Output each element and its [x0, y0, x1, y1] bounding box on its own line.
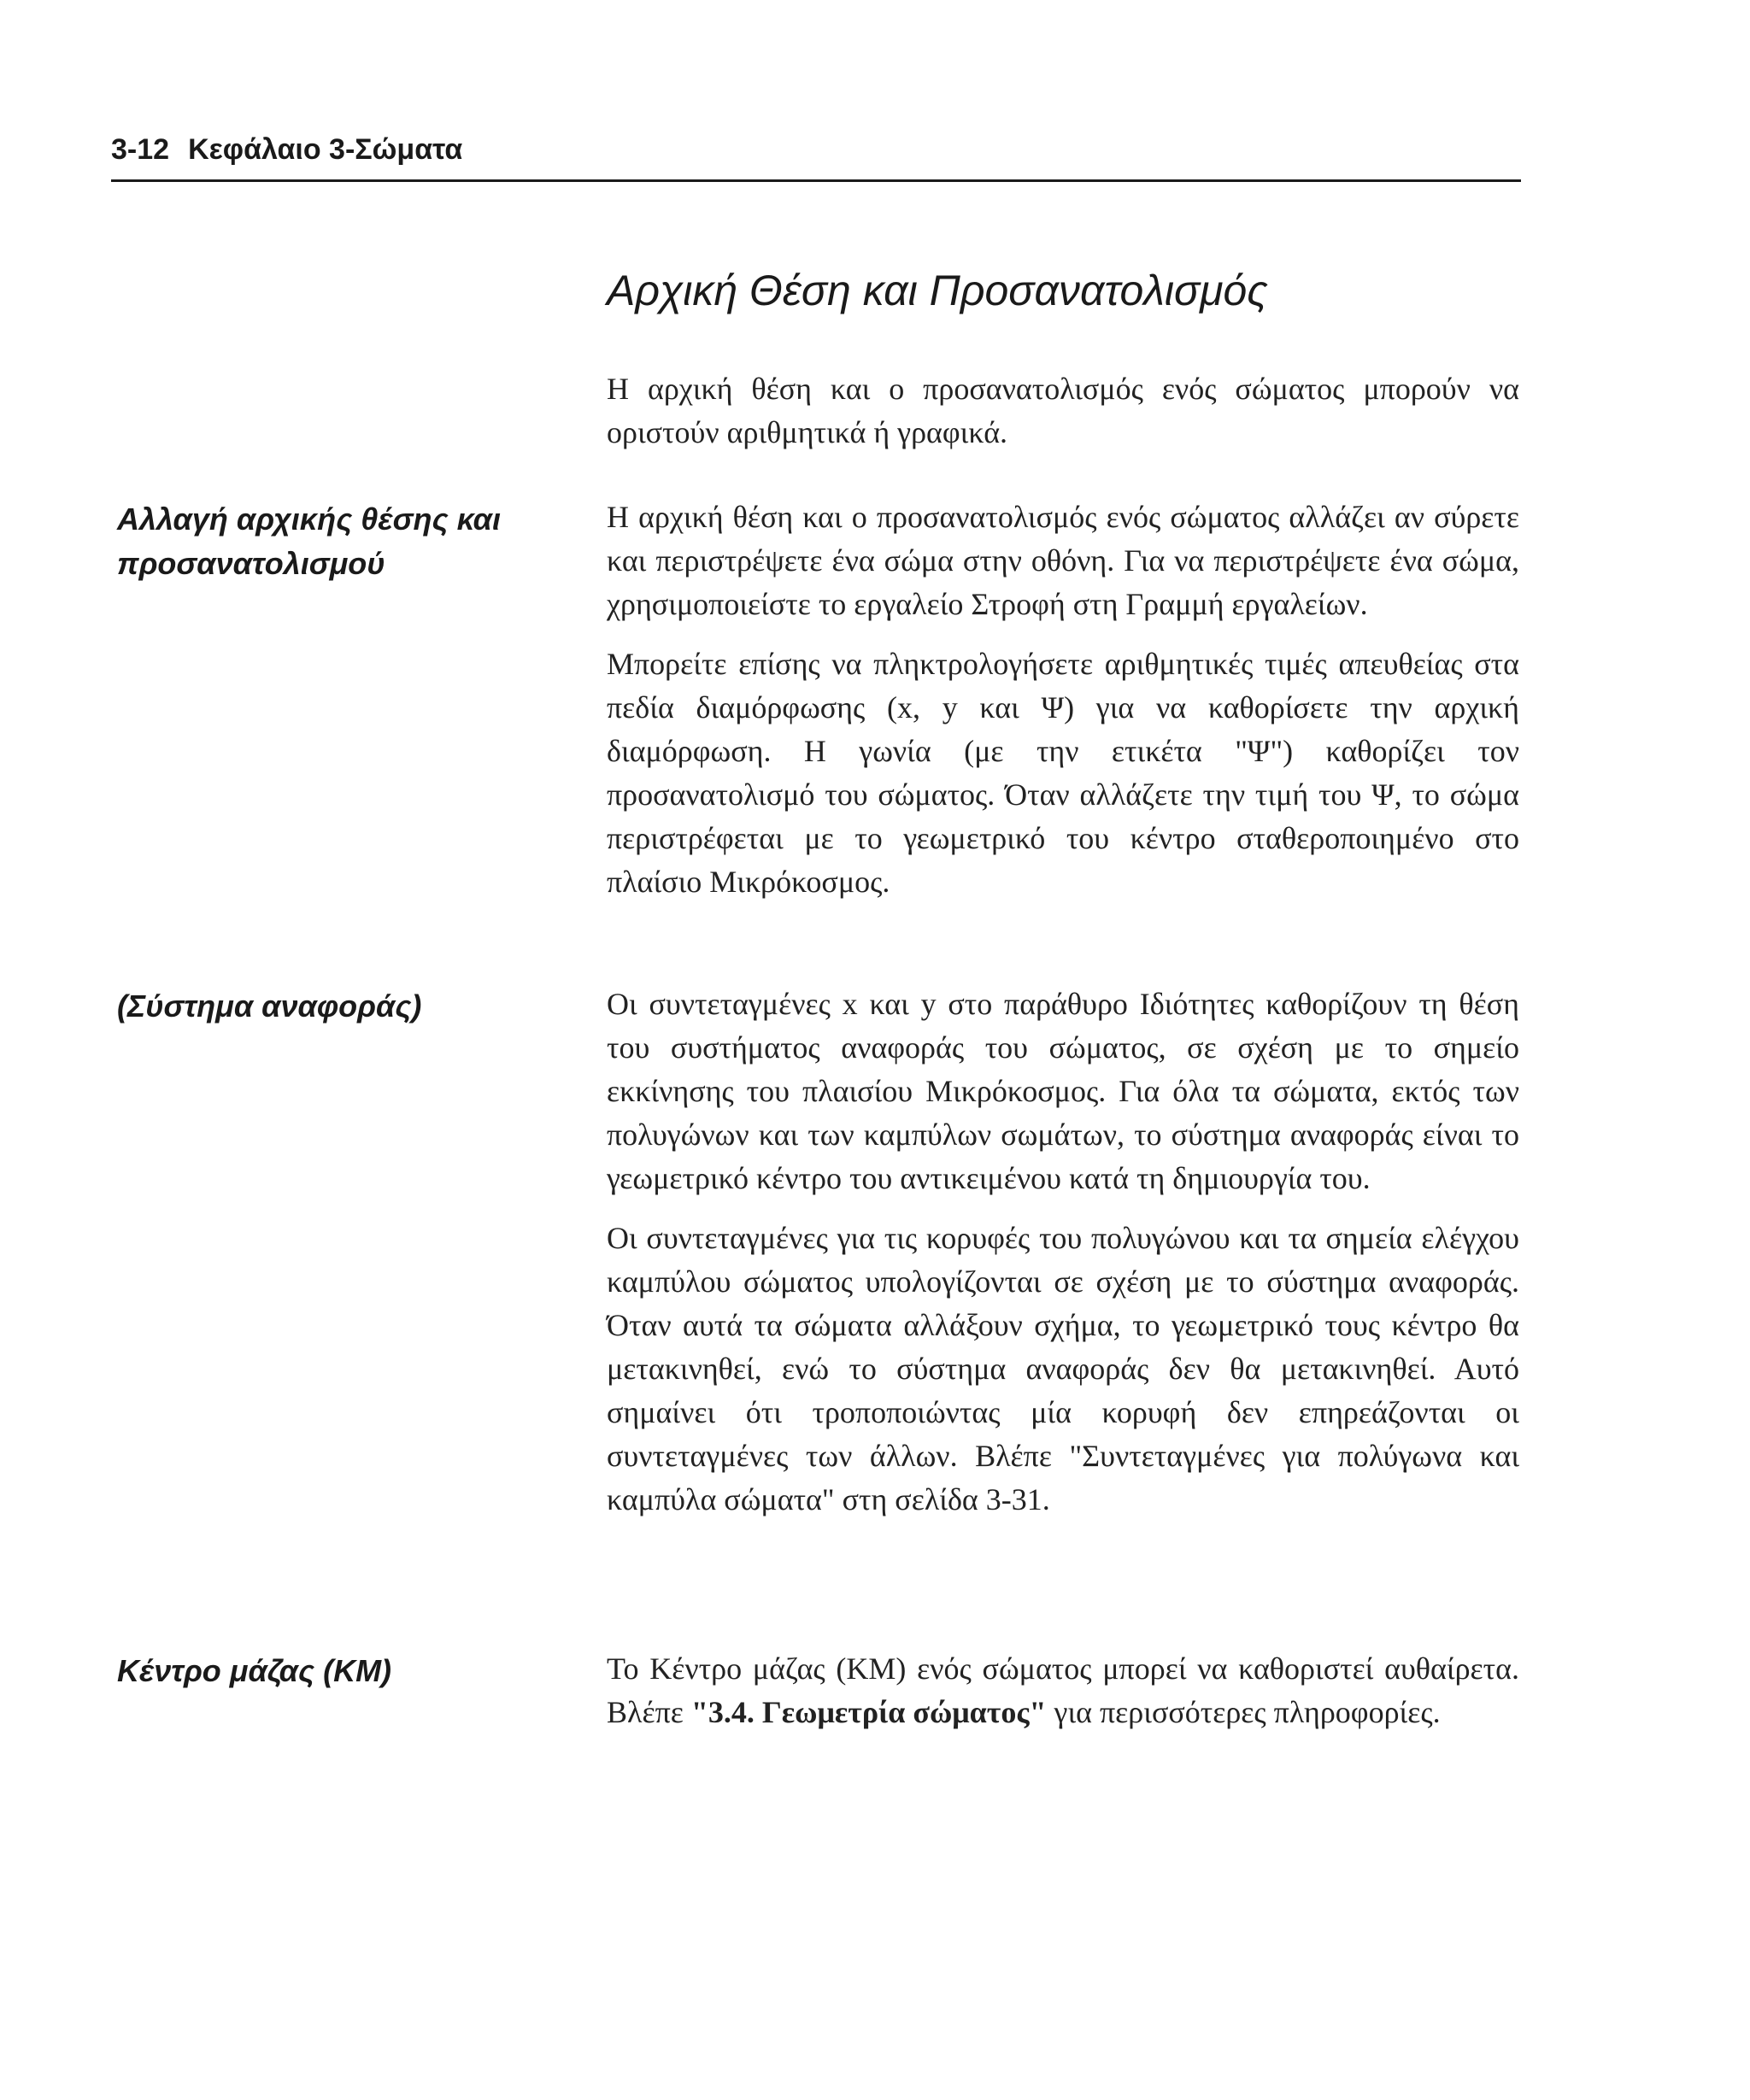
- chapter-title: Κεφάλαιο 3-Σώματα: [188, 133, 463, 166]
- paragraph: Οι συντεταγμένες για τις κορυφές του πολυγώνου και τα σημεία ελέγχου καμπύλου σώματος υπολογίζονται σε σχέση με το σύστημα αναφοράς. Όταν αυτά τα σώματα αλλάξουν σχήμα, το γεωμετρικό τους κέντρο θα μετακινηθεί, ενώ το σύστημα αναφοράς δεν θα μετακινηθεί. Αυτό σημαίνει ότι τροποποιώντας μία κορυφή δεν επηρεάζονται οι συντεταγμένες των άλλων. Βλέπε "Συντεταγμένες για πολύγωνα και καμπύλα σώματα" στη σελίδα 3-31.: [607, 1221, 1519, 1516]
- intro-paragraph: Η αρχική θέση και ο προσανατολισμός ενός σώματος μπορούν να οριστούν αριθμητικά ή γραφικά.: [607, 372, 1519, 449]
- section-reference-frame: [607, 983, 1519, 1522]
- page-number: 3-12: [111, 133, 170, 166]
- paragraph: Μπορείτε επίσης να πληκτρολογήσετε αριθμητικές τιμές απευθείας στα πεδία διαμόρφωσης (x, y και Ψ) για να καθορίσετε την αρχική διαμόρφωση. Η γωνία (με την ετικέτα "Ψ") καθορίζει τον προσανατολισμό του σώματος. Όταν αλλάζετε την τιμή του Ψ, το σώμα περιστρέφεται με το γεωμετρικό του κέντρο σταθεροποιημένο στο πλαίσιο Μικρόκοσμος.: [607, 647, 1519, 899]
- text-after: για περισσότερες πληροφορίες.: [1046, 1695, 1441, 1729]
- intro-block: [607, 367, 1519, 455]
- section-center-of-mass: [607, 1647, 1519, 1734]
- text-before: Το Κέντρο μάζας (ΚΜ) ενός σώματος μπορεί να καθοριστεί αυθαίρετα. Βλέπε: [607, 1651, 1519, 1729]
- section-title: Αρχική Θέση και Προσανατολισμός: [607, 267, 1268, 314]
- side-label-center-of-mass: Κέντρο μάζας (ΚΜ): [117, 1653, 392, 1688]
- cross-reference: "3.4. Γεωμετρία σώματος": [690, 1695, 1047, 1729]
- paragraph: Η αρχική θέση και ο προσανατολισμός ενός σώματος αλλάζει αν σύρετε και περιστρέψετε ένα σώμα στην οθόνη. Για να περιστρέψετε ένα σώμα, χρησιμοποιείστε το εργαλείο Στροφή στη Γραμμή εργαλείων.: [607, 500, 1519, 621]
- running-header: [111, 128, 1521, 182]
- side-label-reference-frame: (Σύστημα αναφοράς): [117, 988, 422, 1024]
- section-initial-position: [607, 496, 1519, 904]
- paragraph: [607, 1647, 1519, 1734]
- side-label-initial-position: Αλλαγή αρχικής θέσης και προσανατολισμού: [117, 502, 501, 581]
- paragraph: Οι συντεταγμένες x και y στο παράθυρο Ιδιότητες καθορίζουν τη θέση του συστήματος αναφοράς του σώματος, σε σχέση με το σημείο εκκίνησης του πλαισίου Μικρόκοσμος. Για όλα τα σώματα, εκτός των πολυγώνων και των καμπύλων σωμάτων, το σύστημα αναφοράς είναι το γεωμετρικό κέντρο του αντικειμένου κατά τη δημιουργία του.: [607, 987, 1519, 1195]
